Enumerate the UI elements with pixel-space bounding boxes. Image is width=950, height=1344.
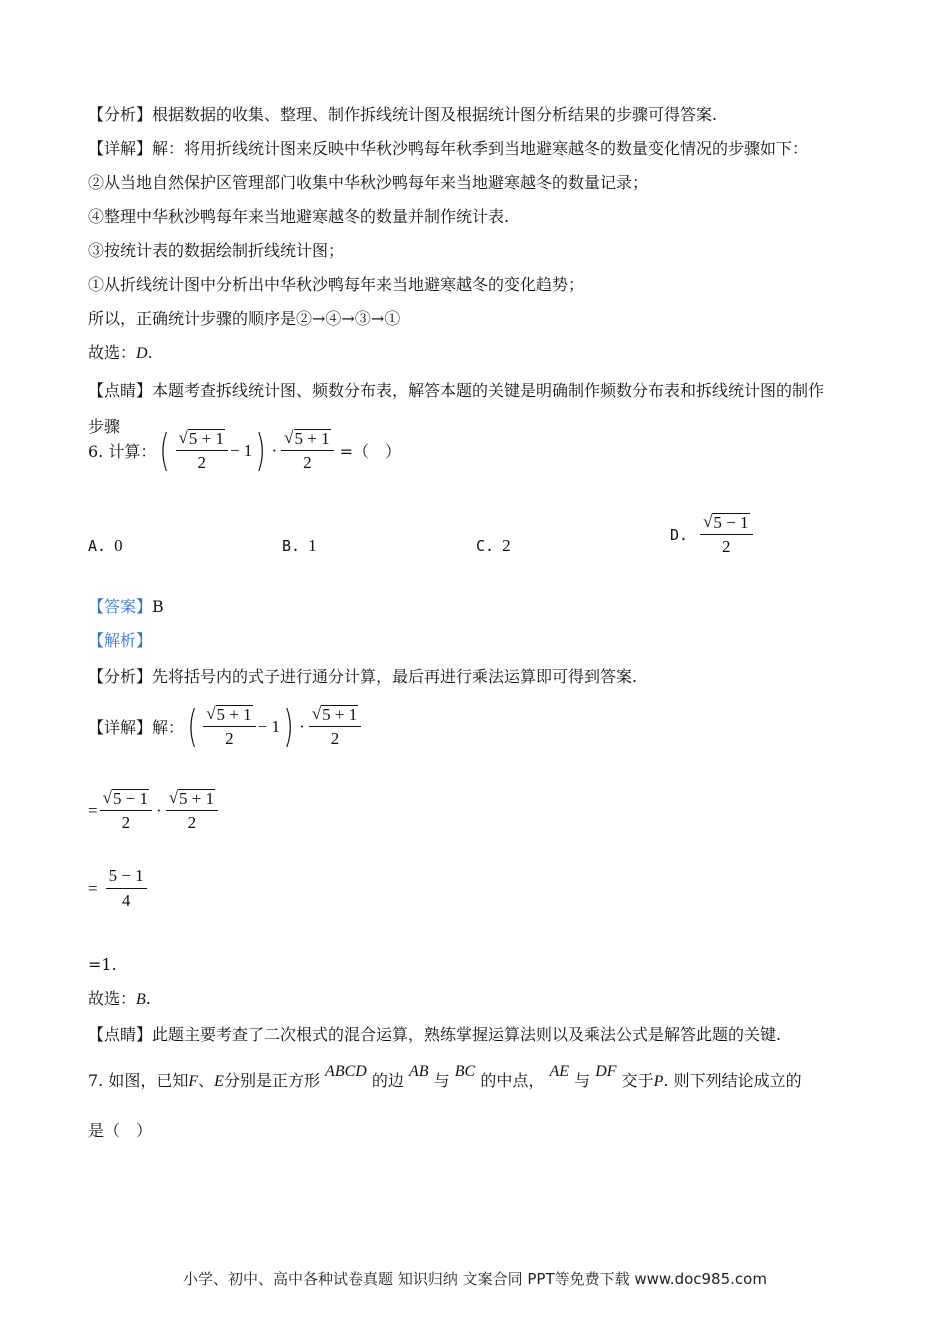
q7-text: 的中点， (480, 1071, 545, 1090)
detail-expression (88, 700, 363, 752)
text-line-comment-cont: 步骤 (88, 417, 121, 436)
radicand: 5 + 1 (294, 429, 330, 448)
analysis-text: 【分析】先将括号内的式子进行通分计算，最后再进行乘法运算即可得到答案. (88, 667, 638, 686)
choose-line (88, 988, 151, 1011)
text-line-order: 所以，正确统计步骤的顺序是②→④→③→① (88, 309, 401, 328)
segment-ae: AE (549, 1063, 569, 1080)
choose-prefix: 故选： (88, 989, 137, 1008)
text-line-step3: ③按统计表的数据绘制折线统计图； (88, 241, 345, 260)
fraction: √ 5 + 1 2 (309, 704, 361, 749)
comment-line: 【点睛】此题主要考查了二次根式的混合运算，熟练掌握运算法则以及乘法公式是解答此题的关键. (88, 1025, 782, 1044)
denominator: 4 (121, 891, 131, 910)
option-value: 0 (114, 536, 123, 555)
left-paren: ( (159, 424, 171, 476)
choose-suffix: . (145, 989, 151, 1008)
step-2 (88, 866, 149, 911)
denominator: 2 (121, 813, 131, 832)
denominator: 2 (197, 453, 206, 472)
denominator: 2 (722, 537, 731, 556)
dot-operator: · (271, 440, 278, 460)
equals-sign: = (88, 800, 98, 820)
choice-suffix: . (147, 343, 153, 362)
dot-operator: · (156, 800, 162, 820)
text-line-step4: ④整理中华秋沙鸭每年来当地避寒越冬的数量并制作统计表. (88, 207, 510, 226)
radicand: 5 + 1 (216, 705, 252, 724)
side-bc: BC (454, 1063, 476, 1080)
text-line-comment: 【点睛】本题考查拆线统计图、频数分布表，解答本题的关键是明确制作频数分布表和拆线统计图的制作 (88, 381, 825, 400)
option-value: 1 (308, 536, 317, 555)
minus-one: − 1 (257, 716, 280, 736)
right-paren: ) (283, 700, 294, 752)
question-7 (88, 1063, 802, 1093)
left-paren: ( (187, 700, 198, 752)
choice-prefix: 故选： (88, 343, 137, 362)
denominator: 2 (330, 729, 340, 748)
q7-text: 的边 (371, 1071, 404, 1090)
point-p: P (653, 1073, 664, 1090)
text-line-choice (88, 342, 153, 365)
option-c (476, 536, 511, 556)
segment-df: DF (595, 1063, 617, 1080)
equals-sign: = (88, 878, 98, 898)
fraction: √ 5 − 1 2 (100, 788, 152, 833)
answer-label: 【答案】 (88, 597, 153, 616)
point-e: E (214, 1073, 224, 1090)
choice-answer: D (136, 345, 148, 362)
text-line-detail: 【详解】解：将用折线统计图来反映中华秋沙鸭每年秋季到当地避寒越冬的数量变化情况的步骤如下： (88, 139, 809, 158)
analysis-label: 【解析】 (88, 631, 153, 650)
option-a (88, 536, 123, 556)
q7-text: 7. 如图，已知 (88, 1071, 189, 1090)
detail-label: 【详解】解： (88, 718, 185, 737)
fraction: √ 5 + 1 2 (203, 704, 255, 749)
radicand: 5 + 1 (322, 705, 358, 724)
option-b (282, 536, 317, 556)
separator: 、 (198, 1071, 215, 1090)
fraction: √ 5 + 1 2 (281, 428, 333, 473)
q7-text: 与 (574, 1071, 591, 1090)
right-paren: ) (255, 424, 267, 476)
q7-text: 与 (433, 1071, 450, 1090)
square-abcd: ABCD (325, 1063, 367, 1080)
option-letter: A. (88, 537, 107, 555)
radicand: 5 + 1 (179, 789, 215, 808)
option-letter: D. (670, 525, 689, 544)
denominator: 2 (303, 453, 312, 472)
option-d (670, 512, 755, 557)
page-footer: 小学、初中、高中各种试卷真题 知识归纳 文案合同 PPT等免费下载 www.doc985.com (183, 1270, 767, 1288)
choose-answer: B (136, 991, 146, 1008)
q7-text: . 则下列结论成立的 (663, 1071, 802, 1090)
radicand: 5 + 1 (188, 429, 224, 448)
answer-line (88, 596, 164, 618)
fraction: √ 5 + 1 2 (166, 788, 218, 833)
radicand: 5 − 1 (713, 513, 749, 532)
option-value: 2 (502, 536, 511, 555)
radicand: 5 − 1 (112, 789, 149, 808)
answer-value: B (152, 597, 164, 616)
point-f: F (188, 1073, 199, 1090)
text-line-analysis: 【分析】根据数据的收集、整理、制作拆线统计图及根据统计图分析结果的步骤可得答案. (88, 105, 718, 124)
numerator: 5 − 1 (106, 866, 147, 889)
q7-text: 分别是正方形 (223, 1071, 320, 1090)
fraction (106, 866, 147, 911)
text-line-step1: ①从折线统计图中分析出中华秋沙鸭每年来当地避寒越冬的变化趋势； (88, 275, 585, 294)
question-7-cont: 是（ ） (88, 1121, 153, 1140)
dot-operator: · (299, 716, 305, 736)
denominator: 2 (187, 813, 197, 832)
minus-one: − 1 (229, 440, 253, 460)
text-line-step2: ②从当地自然保护区管理部门收集中华秋沙鸭每年来当地避寒越冬的数量记录； (88, 173, 649, 192)
side-ab: AB (409, 1063, 429, 1080)
result-line: =1. (88, 955, 117, 974)
question-6-label: 6. 计算： (88, 442, 157, 461)
option-letter: C. (476, 537, 495, 555)
option-letter: B. (282, 537, 301, 555)
fraction: √ 5 + 1 2 (176, 428, 228, 473)
step-1 (88, 788, 220, 833)
fraction: √ 5 − 1 2 (700, 512, 752, 557)
q7-text: 交于 (621, 1071, 654, 1090)
denominator: 2 (225, 729, 234, 748)
equals-blank: =（ ） (339, 442, 402, 461)
